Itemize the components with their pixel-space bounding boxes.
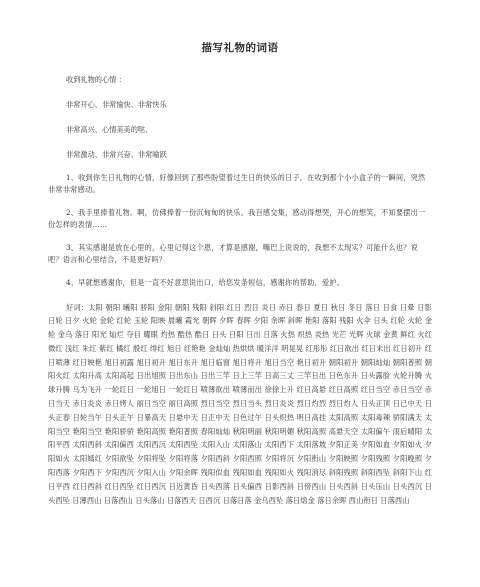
document-title: 描写礼物的词语 xyxy=(201,42,279,54)
good-words-label: 好词： xyxy=(66,302,89,312)
paragraph-4 xyxy=(48,277,432,289)
mood-line: 非常开心、非常愉快、非常快乐 xyxy=(66,100,167,109)
paragraph-text: 4、早就想感谢你，但是一直不好意思说出口，给您发条短信，感谢你的帮助，爱护。 xyxy=(66,278,345,287)
good-words-block xyxy=(48,301,432,508)
paragraph-1 xyxy=(48,172,432,195)
mood-lines-2 xyxy=(48,125,432,135)
paragraph-2 xyxy=(48,207,432,230)
paragraph-text: 3、其实感谢是放在心里的，心里记得这个恩，才算是感谢，嘴巴上说说的，我想不太现实？可能什么也？说吧？语言和心里结合，不是更好吗？ xyxy=(48,243,418,264)
paragraph-text: 2、我手里捧着礼物。啊，仿佛捧着一份沉甸甸的快乐。我百感交集，感动得想哭，开心的想笑，不知要摆出一份怎样的表情…… xyxy=(48,208,426,229)
paragraph-text: 1、收到你生日礼物的心情，好像回到了那些盼望着过生日的快乐的日子，在收到那个小小盒子的一瞬间，突然非常非常感动。 xyxy=(48,173,426,194)
mood-lines-3 xyxy=(48,150,432,160)
mood-line: 非常激动、非常兴奋、非常喻跃 xyxy=(66,150,167,159)
mood-lines xyxy=(48,100,432,110)
mood-line: 非常高兴、心情美美的哒、 xyxy=(66,125,153,134)
good-words-list: 太阳 朝阳 曦阳 骄阳 金阳 朝阳 残阳 斜阳 红日 烈日 炎日 赤日 春日 夏日 秋日 冬日 落日 日食 日晕 日影 日轮 日夕 火轮 金轮 红轮 玉轮 阳映 晨曦 霞光 朝晖 夕晖 春晖 夕阳 余晖 斜晖 艳阳 落阳 残阳 火伞 日头 红轮 火轮 金轮 金乌 落日 阳光 灿烂 夺目 耀眼 灼热 酷热 酷日 日头 日阳 日出 日落 火热 炽热 炎热 光芒 光辉 火球 金黄 鲜红 火红 微红 浅红 朱红 紫红 橘红 殷红 绯红 旭日 红艳艳 金灿灿 热烘烘 暖洋洋 明晃晃 红彤彤 红日欲出 红日未出 红日初升 红日喷薄 红日映艳 旭日初露 旭日初升 旭日东升 旭日临窗 旭日将升 旭日当空 艳日初升 朝阳初升 朝阳灿灿 朝阳普照 朝阳火红 太阳升高 太阳高起 日出旭照 日出东山 日出三竿 日上三竿 日高三丈 三竿日出 日色东升 日头露脸 火轮升腾 火球升腾 乌为飞升 一轮红日 一轮旭日 一轮红日 喷薄欲出 喷薄而出 徐徐上升 红日高悬 红日高照 红日当空 赤日当空 赤日当天 赤日炎炎 赤日烤人 丽日当空 丽日高照 烈日当空 烈日当头 烈日炎炎 烈日灼烈 烈日灼人 日头正顶 日已中天 日头正春 日轮当午 日头正午 日暴高天 日悬中天 日正中天 日色过午 日头炽热 明日高挂 太阳高照 太阳毒辣 骄阳满天 太阳当空 艳阳当空 艳阳骄骄 艳阳高照 艳阳普照 春阳灿灿 秋阳明丽 秋阳明媚 秋阳高照 高悬天空 太阳偏午 雨后晴阳 太阳平西 太阳西斜 太阳偏西 太阳西沉 太阳西坠 太阳入山 太阳落山 太阳西下 太阳落坡 夕阳正美 夕阳如血 夕阳如火 夕阳如火 太阳嫣红 夕阳欲坠 夕阳将坠 夕阳将落 夕阳西斜 夕阳西照 夕阳将沉 夕阳衔山 夕阳映照 夕阳残照 夕阳晚照 夕阳西落 夕阳西下 夕阳西沉 夕阳入山 夕阳余晖 残阳似血 残阳如血 残阳如火 残阳消尽 斜阳残照 斜阳西坠 斜阳下山 红日平西 红日西斜 红日西坠 红日西沉 日近黄昏 日头西落 日头偏西 日影西斜 日傍西山 日头西斜 日头压山 日头西沉 日头西坠 日薄西山 日落西山 日头落山 日落西天 日西沉 日落日落 金乌西坠 落日熔金 落日余晖 西山衔日 日落西山 xyxy=(48,302,432,505)
paragraph-3 xyxy=(48,242,432,265)
mood-heading: 收到礼物的心情 ： xyxy=(66,75,126,84)
